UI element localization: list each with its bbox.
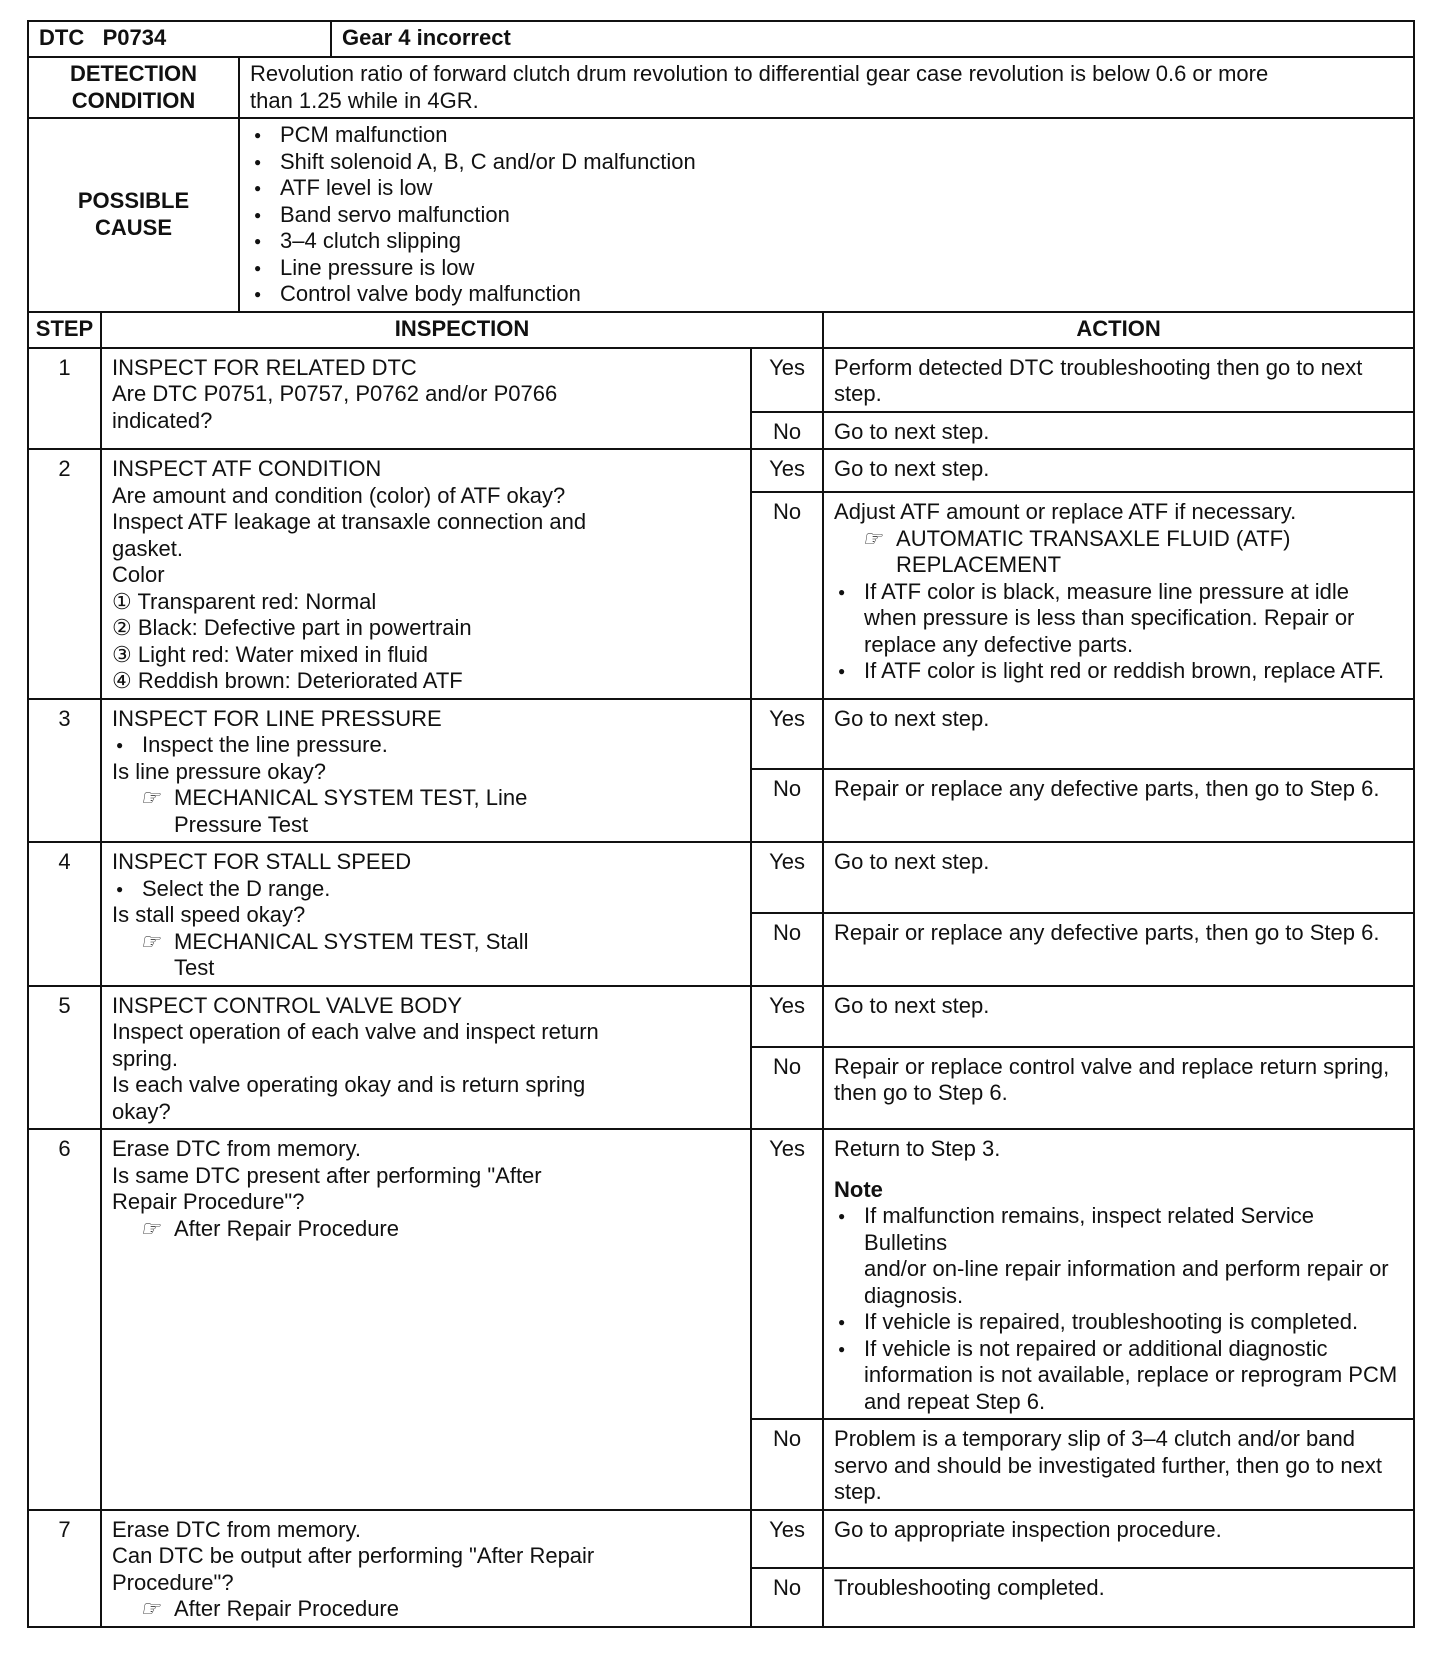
step-7-no-action: Troubleshooting completed. [823, 1568, 1414, 1627]
no-label: No [751, 1419, 823, 1510]
yes-label: Yes [751, 1129, 823, 1419]
note-title: Note [834, 1176, 883, 1202]
note-bullet: ● If malfunction remains, inspect related Service Bulletins and/or on-line repair information and perform repair or diagnosis. [834, 1203, 1403, 1309]
possible-cause-label: POSSIBLE CAUSE [28, 118, 239, 312]
step-3-no-action: Repair or replace any defective parts, then go to Step 6. [823, 769, 1414, 842]
step-4-yes-action: Go to next step. [823, 842, 1414, 913]
column-header-row [28, 312, 1414, 348]
step-number: 1 [28, 348, 101, 450]
step-number: 5 [28, 986, 101, 1130]
no-label: No [751, 492, 823, 698]
dtc-label: DTC [39, 25, 85, 50]
step-3-inspection: INSPECT FOR LINE PRESSURE ● Inspect the line pressure. Is line pressure okay? ☞ MECHANICAL SYSTEM TEST, Line Pressure Test [101, 699, 751, 843]
step-6-no-action: Problem is a temporary slip of 3–4 clutch and/or band servo and should be investigated further, then go to next step. [823, 1419, 1414, 1510]
step-number: 7 [28, 1510, 101, 1627]
step-number: 6 [28, 1129, 101, 1510]
yes-label: Yes [751, 348, 823, 412]
no-label: No [751, 1568, 823, 1627]
reference-hand-icon: ☞ [140, 928, 160, 954]
possible-cause-list [239, 118, 1414, 312]
inspection-column-header: INSPECTION [101, 312, 823, 348]
cause-item: ● Line pressure is low [250, 255, 1403, 282]
reference-link[interactable]: ☞ MECHANICAL SYSTEM TEST, Stall Test [140, 928, 529, 980]
action-column-header: ACTION [823, 312, 1414, 348]
dtc-troubleshooting-table [27, 20, 1415, 1628]
title-row [28, 21, 1414, 57]
step-number: 3 [28, 699, 101, 843]
note-bullet: ● If vehicle is repaired, troubleshooting is completed. [834, 1309, 1403, 1336]
action-bullet: ● If ATF color is light red or reddish brown, replace ATF. [834, 658, 1403, 685]
possible-cause-row [28, 118, 1414, 312]
step-7-inspection: Erase DTC from memory. Can DTC be output after performing "After Repair Procedure"? ☞ After Repair Procedure [101, 1510, 751, 1627]
step-number: 4 [28, 842, 101, 986]
step-1-yes-row [28, 348, 1414, 412]
step-4-yes-row [28, 842, 1414, 913]
step-5-inspection: INSPECT CONTROL VALVE BODY Inspect operation of each valve and inspect return spring. Is each valve operating okay and is return spring okay? [101, 986, 751, 1130]
action-bullet: ● If ATF color is black, measure line pressure at idle when pressure is less than specification. Repair or replace any defective parts. [834, 579, 1403, 659]
cause-item: ● Control valve body malfunction [250, 281, 1403, 308]
yes-label: Yes [751, 1510, 823, 1569]
reference-link[interactable]: ☞ After Repair Procedure [140, 1596, 399, 1621]
step-6-yes-row [28, 1129, 1414, 1419]
reference-hand-icon: ☞ [140, 785, 160, 810]
step-2-inspection: INSPECT ATF CONDITION Are amount and condition (color) of ATF okay? Inspect ATF leakage at transaxle connection and gasket. Color ① Transparent red: Normal ② Black: Defective part in powertrain ③ Light red: Water mixed in fluid ④ Reddish brown: Deteriorated ATF [101, 449, 751, 699]
step-4-no-action: Repair or replace any defective parts, then go to Step 6. [823, 913, 1414, 986]
no-label: No [751, 913, 823, 986]
yes-label: Yes [751, 449, 823, 492]
detection-text: Revolution ratio of forward clutch drum revolution to differential gear case revolution is below 0.6 or more than 1.25 while in 4GR. [239, 57, 1414, 118]
step-2-yes-row [28, 449, 1414, 492]
dtc-code: P0734 [102, 25, 167, 50]
reference-hand-icon: ☞ [862, 525, 882, 551]
step-4-inspection: INSPECT FOR STALL SPEED ● Select the D range. Is stall speed okay? ☞ MECHANICAL SYSTEM TEST, Stall Test [101, 842, 751, 986]
dtc-code-cell [28, 21, 331, 57]
reference-hand-icon: ☞ [140, 1596, 160, 1621]
reference-hand-icon: ☞ [140, 1215, 160, 1241]
step-5-yes-action: Go to next step. [823, 986, 1414, 1047]
step-6-yes-action: Return to Step 3. Note ● If malfunction remains, inspect related Service Bulletins and/or on-line repair information and perform repair or diagnosis. ● If vehicle is repaired, troubleshooting is completed. ● If vehicle is not repaired or additional diagnostic information is not available, replace or reprogram PCM and repeat Step 6. [823, 1129, 1414, 1419]
no-label: No [751, 769, 823, 842]
step-column-header: STEP [28, 312, 101, 348]
no-label: No [751, 412, 823, 450]
no-label: No [751, 1047, 823, 1129]
note-bullet: ● If vehicle is not repaired or additional diagnostic information is not available, replace or reprogram PCM and repeat Step 6. [834, 1336, 1403, 1416]
step-5-no-action: Repair or replace control valve and replace return spring, then go to Step 6. [823, 1047, 1414, 1129]
detection-row [28, 57, 1414, 118]
step-3-yes-row [28, 699, 1414, 770]
dtc-title: Gear 4 incorrect [331, 21, 1414, 57]
step-number: 2 [28, 449, 101, 699]
cause-item: ● ATF level is low [250, 175, 1403, 202]
cause-item: ● PCM malfunction [250, 122, 1403, 149]
reference-link[interactable]: ☞ AUTOMATIC TRANSAXLE FLUID (ATF) REPLACEMENT [862, 525, 1291, 578]
cause-item: ● Shift solenoid A, B, C and/or D malfunction [250, 149, 1403, 176]
detection-label: DETECTION CONDITION [28, 57, 239, 118]
cause-item: ● Band servo malfunction [250, 202, 1403, 229]
step-7-yes-row [28, 1510, 1414, 1569]
step-2-no-action: Adjust ATF amount or replace ATF if necessary. ☞ AUTOMATIC TRANSAXLE FLUID (ATF) REPLACEMENT ● If ATF color is black, measure line pressure at idle when pressure is less than specification. Repair or replace any defective parts. ● If ATF color is light red or reddish brown, replace ATF. [823, 492, 1414, 698]
yes-label: Yes [751, 986, 823, 1047]
reference-link[interactable]: ☞ MECHANICAL SYSTEM TEST, Line Pressure Test [140, 785, 528, 837]
reference-link[interactable]: ☞ After Repair Procedure [140, 1215, 399, 1241]
step-5-yes-row [28, 986, 1414, 1047]
step-1-yes-action: Perform detected DTC troubleshooting then go to next step. [823, 348, 1414, 412]
step-1-inspection: INSPECT FOR RELATED DTC Are DTC P0751, P0757, P0762 and/or P0766 indicated? [101, 348, 751, 450]
step-2-yes-action: Go to next step. [823, 449, 1414, 492]
step-6-inspection: Erase DTC from memory. Is same DTC present after performing "After Repair Procedure"? ☞ After Repair Procedure [101, 1129, 751, 1510]
cause-item: ● 3–4 clutch slipping [250, 228, 1403, 255]
step-1-no-action: Go to next step. [823, 412, 1414, 450]
step-3-yes-action: Go to next step. [823, 699, 1414, 770]
yes-label: Yes [751, 842, 823, 913]
step-7-yes-action: Go to appropriate inspection procedure. [823, 1510, 1414, 1569]
yes-label: Yes [751, 699, 823, 770]
